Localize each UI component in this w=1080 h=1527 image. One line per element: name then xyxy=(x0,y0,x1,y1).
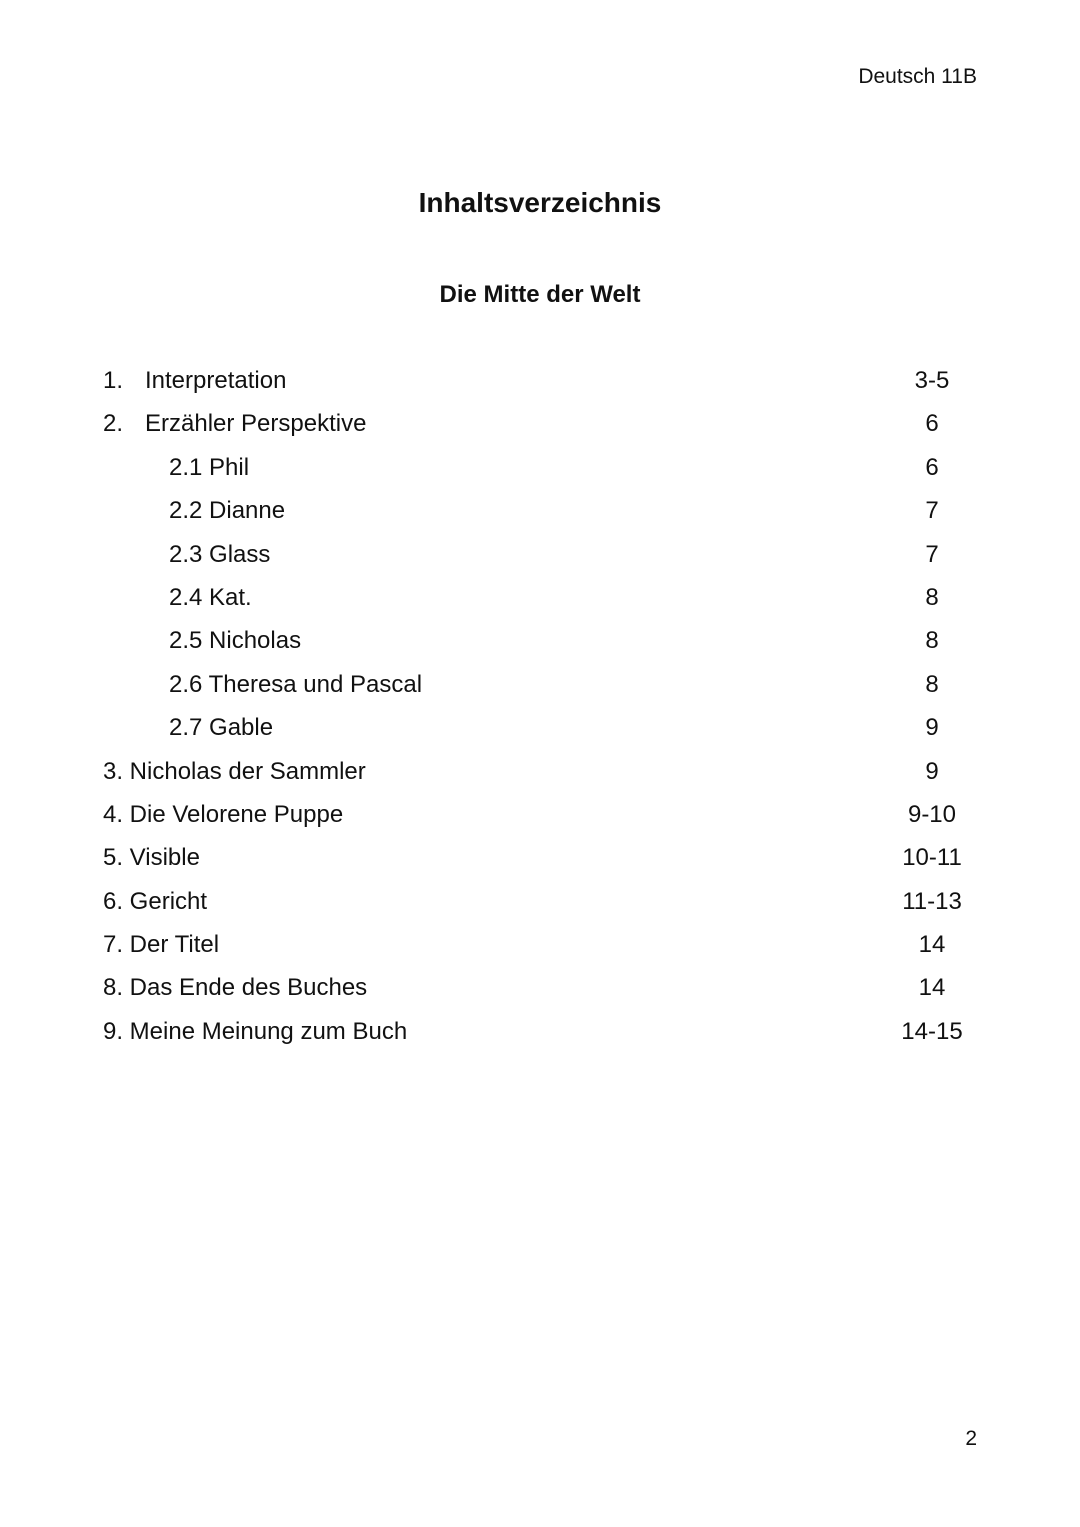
toc-entry-page: 14 xyxy=(918,974,946,1002)
toc-entry xyxy=(103,366,977,409)
toc-entry-page: 7 xyxy=(925,540,939,568)
toc-entry-label xyxy=(169,540,270,570)
toc-entry xyxy=(103,540,977,583)
toc-entry-text: 4. Die Velorene Puppe xyxy=(103,800,344,828)
table-of-contents xyxy=(103,366,977,1060)
toc-entry-label xyxy=(169,713,273,743)
toc-entry-label xyxy=(169,496,285,526)
toc-entry-label xyxy=(103,757,366,787)
toc-entry xyxy=(103,409,977,452)
toc-entry-page: 9-10 xyxy=(907,800,957,828)
toc-entry-text: 2.2 Dianne xyxy=(169,497,286,525)
toc-entry-text: 2.5 Nicholas xyxy=(169,627,302,655)
toc-entry xyxy=(103,887,977,930)
toc-entry xyxy=(103,973,977,1016)
toc-entry xyxy=(103,583,977,626)
toc-entry-page: 9 xyxy=(925,757,939,785)
toc-entry-page: 6 xyxy=(925,410,939,438)
toc-entry-label xyxy=(169,453,249,483)
toc-entry-page: 6 xyxy=(925,453,939,481)
toc-entry-page: 8 xyxy=(925,627,939,655)
toc-entry xyxy=(103,453,977,496)
toc-entry-label xyxy=(103,800,343,830)
toc-entry-label xyxy=(103,843,200,873)
toc-entry-label xyxy=(103,1017,407,1047)
toc-entry-text: 2.1 Phil xyxy=(169,453,250,481)
toc-entry-text: 9. Meine Meinung zum Buch xyxy=(103,1017,408,1045)
toc-entry-label xyxy=(103,887,207,917)
toc-entry xyxy=(103,713,977,756)
toc-entry-page: 9 xyxy=(925,714,939,742)
toc-entry-page: 3-5 xyxy=(914,367,950,394)
toc-entry-text: 2.4 Kat. xyxy=(169,583,252,611)
toc-entry xyxy=(103,930,977,973)
toc-entry xyxy=(103,496,977,539)
toc-entry-page: 14-15 xyxy=(901,1017,963,1045)
page-number: 2 xyxy=(965,1427,977,1450)
toc-entry-label xyxy=(103,973,367,1003)
toc-entry xyxy=(103,843,977,886)
toc-entry xyxy=(103,626,977,669)
toc-entry-text: 7. Der Titel xyxy=(103,931,220,959)
toc-entry-label xyxy=(169,583,252,613)
toc-entry-text: 8. Das Ende des Buches xyxy=(103,974,368,1002)
toc-entry-label xyxy=(169,670,422,700)
toc-entry-number: 2. xyxy=(103,410,124,438)
toc-entry-text: Erzähler Perspektive xyxy=(145,410,367,438)
toc-entry xyxy=(103,757,977,800)
toc-entry-text: 2.3 Glass xyxy=(169,540,271,568)
toc-entry-text: Interpretation xyxy=(145,367,287,394)
toc-entry-text: 3. Nicholas der Sammler xyxy=(103,757,366,785)
toc-entry-text: 6. Gericht xyxy=(103,887,208,915)
toc-entry-label xyxy=(103,409,366,439)
toc-entry xyxy=(103,800,977,843)
toc-entry-page: 14 xyxy=(918,931,946,959)
toc-entry xyxy=(103,1017,977,1060)
toc-entry-text: 2.6 Theresa und Pascal xyxy=(169,670,423,698)
toc-entry-page: 11-13 xyxy=(902,887,962,915)
toc-entry-page: 8 xyxy=(925,583,939,611)
toc-entry-number: 1. xyxy=(103,367,124,394)
toc-entry-label xyxy=(103,930,219,960)
page-title: Inhaltsverzeichnis xyxy=(418,187,662,218)
toc-entry-text: 5. Visible xyxy=(103,844,200,872)
toc-entry-page: 7 xyxy=(925,497,939,525)
toc-entry-page: 8 xyxy=(925,670,939,698)
toc-entry-label xyxy=(169,626,301,656)
toc-entry-label xyxy=(103,366,286,396)
toc-entry-text: 2.7 Gable xyxy=(169,714,274,742)
class-label: Deutsch 11B xyxy=(858,65,977,88)
page-subtitle: Die Mitte der Welt xyxy=(439,281,641,308)
toc-entry-page: 10-11 xyxy=(902,844,962,872)
toc-entry xyxy=(103,670,977,713)
